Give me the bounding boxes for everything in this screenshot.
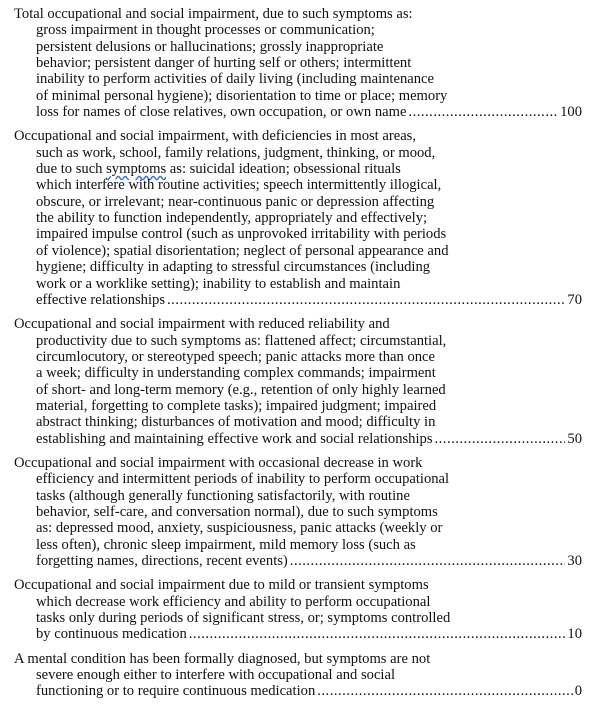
entry-line: tasks only during periods of significant stress, or; symptoms controlled [36,610,451,627]
entry-line: establishing and maintaining effective work and social relationships [36,430,433,447]
entry-line: less often), chronic sleep impairment, mild memory loss (such as [36,536,416,553]
entry-line: gross impairment in thought processes or communication; [36,22,375,39]
dot-leader [408,104,558,120]
entry-line: circumlocutory, or stereotyped speech; panic attacks more than once [36,348,436,365]
rating-value: 10 [567,626,582,643]
entry-line: Occupational and social impairment with occasional decrease in work [14,454,423,471]
entry-last-line [14,431,582,447]
entry-line: effective relationships [36,291,165,308]
entry-line: inability to perform activities of daily living (including maintenance [36,71,434,88]
entry-line: productivity due to such symptoms as: flattened affect; circumstantial, [36,332,447,349]
dot-leader [317,683,572,699]
entry-last-line [14,104,582,120]
dot-leader [435,431,566,447]
entry-line [14,161,582,177]
entry-line: which decrease work efficiency and ability to perform occupational [36,593,431,610]
dot-leader [189,626,566,642]
rating-value: 100 [560,104,582,121]
entry-last-line [14,683,582,699]
entry-line: abstract thinking; disturbances of motivation and mood; difficulty in [36,414,436,431]
rating-value: 50 [567,430,582,447]
entry-line: behavior, self-care, and conversation normal), due to such symptoms [36,503,438,520]
rating-entry-30 [14,455,582,569]
entry-line-start: due to such [36,161,107,178]
entry-line: of violence); spatial disorientation; neglect of personal appearance and [36,242,449,259]
entry-last-line [14,626,582,642]
rating-value: 70 [567,291,582,308]
entry-line: which interfere with routine activities; speech intermittently illogical, [36,177,442,194]
entry-line: functioning or to require continuous medication [36,683,316,700]
rating-entry-10 [14,577,582,642]
rating-entry-100 [14,6,582,120]
entry-line: severe enough either to interfere with occupational and social [36,667,396,684]
entry-line: by continuous medication [36,626,187,643]
entry-line: of short- and long-term memory (e.g., retention of only highly learned [36,381,446,398]
entry-line: persistent delusions or hallucinations; grossly inappropriate [36,38,384,55]
rating-value: 0 [574,683,582,700]
rating-entry-50 [14,316,582,447]
spellcheck-underlined-word: symptoms [106,161,167,178]
entry-line: obscure, or irrelevant; near-continuous panic or depression affecting [36,193,435,210]
entry-line: impaired impulse control (such as unprovoked irritability with periods [36,226,447,243]
entry-line: loss for names of close relatives, own occupation, or own name [36,104,407,121]
entry-line: Total occupational and social impairment, due to such symptoms as: [14,6,413,22]
entry-line: Occupational and social impairment, with deficiencies in most areas, [14,128,417,145]
entry-line: Occupational and social impairment due to mild or transient symptoms [14,577,429,594]
entry-line: such as work, school, family relations, judgment, thinking, or mood, [36,144,436,161]
entry-line: hygiene; difficulty in adapting to stressful circumstances (including [36,259,431,276]
entry-line-rest: as: suicidal ideation; obsessional rituals [166,161,401,178]
entry-line: material, forgetting to complete tasks); impaired judgment; impaired [36,397,437,414]
entry-line: forgetting names, directions, recent events) [36,553,288,569]
entry-line: tasks (although generally functioning satisfactorily, with routine [36,487,410,504]
entry-line: behavior; persistent danger of hurting self or others; intermittent [36,55,412,72]
rating-value: 30 [567,553,582,569]
dot-leader [167,292,565,308]
rating-entry-0 [14,651,582,700]
rating-schedule-document [14,6,582,708]
dot-leader [290,553,566,569]
entry-line: work or a worklike setting); inability to establish and maintain [36,275,401,292]
entry-line: Occupational and social impairment with reduced reliability and [14,316,390,333]
entry-line: of minimal personal hygiene); disorientation to time or place; memory [36,87,448,104]
entry-line: efficiency and intermittent periods of inability to perform occupational [36,471,450,488]
entry-line: a week; difficulty in understanding complex commands; impairment [36,365,436,382]
entry-last-line [14,292,582,308]
entry-last-line [14,553,582,569]
entry-line: the ability to function independently, appropriately and effectively; [36,210,428,227]
entry-line: A mental condition has been formally diagnosed, but symptoms are not [14,650,431,667]
entry-line: as: depressed mood, anxiety, suspiciousness, panic attacks (weekly or [36,520,443,537]
rating-entry-70 [14,128,582,308]
